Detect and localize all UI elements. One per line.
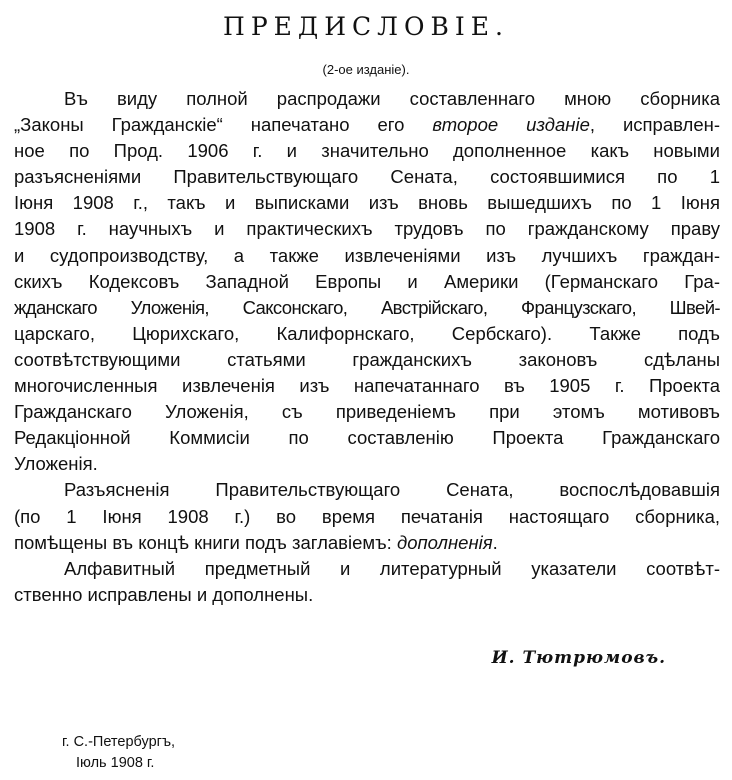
text-line: разъясненіями Правительствующаго Сената, состоявшимися по 1 (14, 166, 720, 188)
text-line: „Законы Гражданскіе“ напечатано его второе изданіе, исправлен- (14, 114, 720, 136)
author-signature: И. Тютрюмовъ. (491, 648, 666, 668)
date-line: Іюль 1908 г. (76, 755, 155, 771)
emphasis-supplements: дополненія (396, 531, 493, 553)
text-line: Разъясненія Правительствующаго Сената, воспослѣдовавшія (64, 479, 720, 501)
text-line: Уложенія. (14, 453, 98, 475)
text-line: скихъ Кодексовъ Западной Европы и Америки (Германскаго Гра- (14, 270, 720, 292)
text-line: жданскаго Уложенія, Саксонскаго, Австрійскаго, Французскаго, Швей- (14, 296, 720, 318)
preface-body (14, 86, 720, 608)
text-line: ственно исправлены и дополнены. (14, 583, 314, 605)
text-line: Въ виду полной распродажи составленнаго мною сборника (64, 88, 720, 109)
text-line: и судопроизводству, а также извлеченіями изъ лучшихъ граждан- (14, 244, 720, 266)
place-and-date (62, 732, 175, 774)
text-line: ное по Прод. 1906 г. и значительно дополненное какъ новыми (14, 140, 720, 162)
text-line: соотвѣтствующими статьями гражданскихъ законовъ сдѣланы (14, 348, 720, 370)
text-line: Редакціонной Коммисіи по составленію Проекта Гражданскаго (14, 427, 720, 449)
edition-subtitle: (2-ое изданіе). (322, 62, 410, 77)
city-line: г. С.-Петербургъ, (62, 734, 176, 750)
text-line: многочисленныя извлеченія изъ напечатаннаго въ 1905 г. Проекта (14, 375, 720, 397)
text-line: Іюня 1908 г., такъ и выписками изъ вновь вышедшихъ по 1 Іюня (14, 192, 720, 214)
text-line: 1908 г. научныхъ и практическихъ трудовъ по гражданскому праву (14, 218, 720, 240)
page-title: ПРЕДИСЛОВІЕ. (223, 12, 509, 41)
text-line: помѣщены въ концѣ книги подъ заглавіемъ: дополненія. (14, 531, 498, 553)
text-line: Алфавитный предметный и литературный указатели соотвѣт- (64, 557, 720, 579)
emphasis-second-edition: второе изданіе (432, 114, 590, 136)
text-line: царскаго, Цюрихскаго, Калифорнскаго, Сербскаго). Также подъ (14, 322, 720, 344)
text-line: Гражданскаго Уложенія, съ приведеніемъ при этомъ мотивовъ (14, 401, 720, 423)
text-line: (по 1 Іюня 1908 г.) во время печатанія настоящаго сборника, (14, 505, 720, 527)
